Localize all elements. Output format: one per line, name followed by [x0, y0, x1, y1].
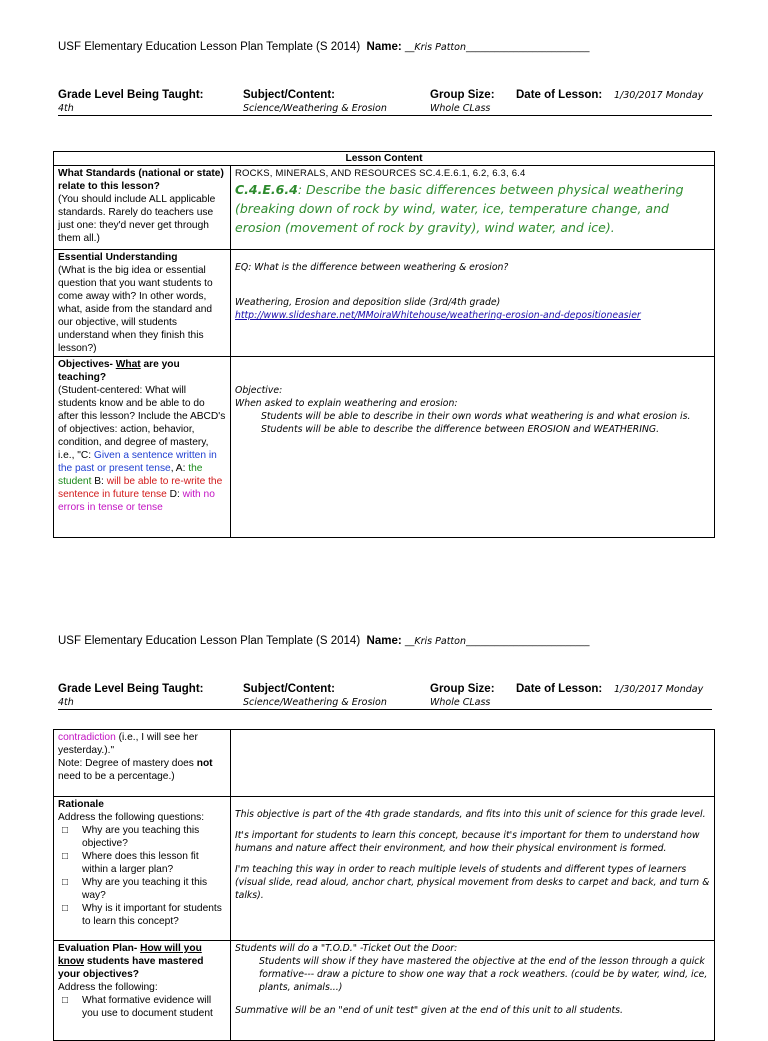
rationale-paragraph-3: I'm teaching this way in order to reach multiple levels of students and different types of learners (visual slide, read aloud, anchor chart, physical movement from desks to carpet and back, and turn & talks). [235, 864, 710, 901]
subject-value: Science/Weathering & Erosion [243, 103, 387, 114]
page2-meta-row [58, 683, 712, 710]
name-label: Name: [366, 635, 402, 647]
grade-value: 4th [58, 103, 74, 114]
page2-header [58, 635, 589, 647]
page1-header [58, 41, 589, 53]
rationale-paragraph-2: It's important for students to learn this concept, because it's important for them to understand how humans and nature affect their environment, and how their physical environment is formed. [235, 830, 700, 854]
objectives-continued-cell [54, 730, 231, 797]
group-size-label: Group Size: [430, 683, 495, 695]
standards-help: (You should include ALL applicable standards. Rarely do teachers use just one: they'd never get through them all.) [58, 194, 216, 244]
group-size-label: Group Size: [430, 89, 495, 101]
evaluation-paragraph-2: Students will show if they have mastered the objective at the end of the lesson through a quick formative--- draw a picture to show one way that a rock weathers. (could be by water, wind, ice, plants, animals...) [259, 956, 708, 993]
evaluation-question-list [58, 994, 226, 1020]
standards-answer-cell [231, 166, 715, 250]
rationale-answer-cell [231, 797, 715, 941]
mastery-note: Note: Degree of mastery does not need to be a percentage.) [58, 758, 213, 782]
grade-label: Grade Level Being Taught: [58, 683, 204, 695]
evaluation-intro: Address the following: [58, 982, 158, 993]
objective-when: When asked to explain weathering and erosion: [235, 398, 458, 409]
lesson-content-table [53, 151, 715, 538]
table-caption: Lesson Content [54, 152, 715, 166]
template-title: USF Elementary Education Lesson Plan Template (S 2014) [58, 41, 361, 53]
essential-resource: Weathering, Erosion and deposition slide (3rd/4th grade) [235, 297, 501, 308]
rationale-title: Rationale [58, 799, 104, 810]
standards-question-cell [54, 166, 231, 250]
standard-code: C.4.E.6.4 [235, 182, 298, 197]
date-value: 1/30/2017 Monday [614, 684, 704, 695]
objective-item-1: Students will be able to describe in their own words what weathering is and what erosion is. [261, 411, 691, 422]
group-size-value: Whole CLass [430, 697, 491, 708]
standards-question: What Standards (national or state) relate to this lesson? [58, 168, 224, 192]
list-item: □ Where does this lesson fit within a larger plan? [62, 850, 226, 876]
name-value: __Kris Patton__________________________ [404, 42, 590, 53]
evaluation-title: Evaluation Plan- How will you know students have mastered your objectives? [58, 943, 204, 980]
page1-meta-row [58, 89, 712, 116]
slideshare-link[interactable]: http://www.slideshare.net/MMoiraWhitehouse/weathering-erosion-and-depositioneasier [235, 310, 641, 321]
group-size-value: Whole CLass [430, 103, 491, 114]
evaluation-paragraph-3: Summative will be an "end of unit test" given at the end of this unit to all students. [235, 1005, 623, 1016]
essential-answer-cell [231, 250, 715, 357]
list-item: □ What formative evidence will you use to document student [62, 994, 226, 1020]
objectives-question-cell [54, 357, 231, 538]
subject-value: Science/Weathering & Erosion [243, 697, 387, 708]
rationale-question-list [58, 824, 226, 928]
rationale-paragraph-1: This objective is part of the 4th grade standards, and fits into this unit of science for this grade level. [235, 809, 706, 820]
objectives-answer-cell [231, 357, 715, 538]
rationale-intro: Address the following questions: [58, 812, 205, 823]
subject-label: Subject/Content: [243, 683, 335, 695]
standard-text: : Describe the basic differences between physical weathering (breaking down of rock by wind, water, ice, temperature change, and erosion (movement of rock by gravity), wind water, and ice). [235, 182, 684, 235]
essential-help: (What is the big idea or essential question that you want students to come away with? In other words, what, aside from the standard and our objective, will students understand when they finish this lesson?) [58, 265, 213, 354]
lesson-content-table-continued [53, 729, 715, 1041]
objectives-title: Objectives- What are you teaching? [58, 359, 180, 383]
essential-eq: EQ: What is the difference between weathering & erosion? [235, 262, 509, 273]
list-item: □ Why are you teaching this objective? [62, 824, 226, 850]
name-value: __Kris Patton__________________________ [404, 636, 590, 647]
date-value: 1/30/2017 Monday [614, 90, 704, 101]
standards-description [235, 180, 710, 237]
objectives-help-continued: contradiction (i.e., I will see her yesterday.)." [58, 732, 198, 756]
date-label: Date of Lesson: [516, 89, 603, 101]
date-label: Date of Lesson: [516, 683, 603, 695]
objectives-continued-answer [231, 730, 715, 797]
essential-question-cell [54, 250, 231, 357]
evaluation-paragraph-1: Students will do a "T.O.D." -Ticket Out the Door: [235, 943, 458, 954]
rationale-question-cell [54, 797, 231, 941]
list-item: □ Why is it important for students to learn this concept? [62, 902, 226, 928]
grade-label: Grade Level Being Taught: [58, 89, 204, 101]
name-label: Name: [366, 41, 402, 53]
subject-label: Subject/Content: [243, 89, 335, 101]
template-title: USF Elementary Education Lesson Plan Template (S 2014) [58, 635, 361, 647]
grade-value: 4th [58, 697, 74, 708]
objectives-help: (Student-centered: What will students know and be able to do after this lesson? Include the ABCD's of objectives: action, behavior, condition, and degree of mastery, i.e., "C: Given a sentence written in the past or present tense, A: the student B: will be able to re-write the sentence in future tense D: with no errors in tense or tense [58, 385, 226, 513]
objective-item-2: Students will be able to describe the difference between EROSION and WEATHERING. [261, 424, 660, 435]
objective-label: Objective: [235, 385, 283, 396]
evaluation-question-cell [54, 941, 231, 1041]
essential-title: Essential Understanding [58, 252, 178, 263]
list-item: □ Why are you teaching it this way? [62, 876, 226, 902]
standards-topline: ROCKS, MINERALS, AND RESOURCES SC.4.E.6.1, 6.2, 6.3, 6.4 [235, 168, 526, 179]
evaluation-answer-cell [231, 941, 715, 1041]
